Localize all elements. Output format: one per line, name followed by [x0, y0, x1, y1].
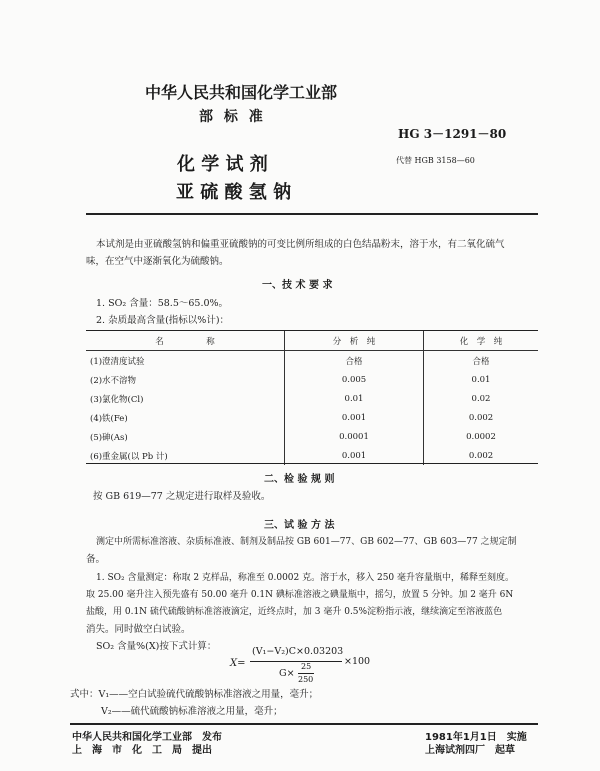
formula-denominator-g: G×: [279, 668, 295, 679]
impurity-name: (1)澄清度试验: [90, 356, 145, 367]
title-line2: 亚 硫 酸 氢 钠: [176, 182, 292, 203]
table-row: [86, 408, 538, 427]
section1-heading: 一、技 术 要 求: [262, 280, 333, 291]
formula-tail: ×100: [344, 656, 371, 667]
footer-date: 1981年1月1日 实施: [425, 732, 527, 743]
cp-value: 0.01: [424, 370, 539, 389]
method-p1-line2: 备。: [86, 554, 106, 565]
table-row: [86, 427, 538, 446]
intro-line1: 本试剂是由亚硫酸氢钠和偏重亚硫酸钠的可变比例所组成的白色结晶粉末，溶于水，有二氧化硫气: [96, 239, 505, 250]
fraction-bar: [250, 661, 342, 662]
impurity-name: (5)砷(As): [90, 432, 128, 443]
standard-type: 部 标 准: [199, 109, 266, 125]
section3-heading: 三、试 验 方 法: [264, 520, 335, 531]
impurity-name: (3)氯化物(Cl): [90, 394, 144, 405]
calc-intro: SO₂ 含量%(X)按下式计算：: [96, 641, 217, 652]
footer-drafter: 上海试剂四厂 起草: [425, 745, 515, 756]
section2-heading: 二、检 验 规 则: [264, 474, 335, 485]
title-line1: 化 学 试 剂: [177, 154, 268, 175]
replaces-code: 代替 HGB 3158—60: [396, 156, 475, 165]
impurity-table: [86, 331, 538, 465]
method-p2-line2: 取 25.00 毫升注入预先盛有 50.00 毫升 0.1N 碘标准溶液之碘量瓶中，摇匀，放置 5 分钟。加 2 毫升 6N: [86, 590, 514, 600]
ar-value: 0.001: [285, 408, 424, 427]
table-row: [86, 351, 538, 371]
header-rule: [86, 213, 538, 215]
method-p2-line3: 盐酸，用 0.1N 硫代硫酸钠标准溶液滴定，近终点时，加 3 毫升 0.5%淀粉指示液，继续滴定至溶液蓝色: [86, 607, 503, 617]
footer-rule: [70, 723, 538, 725]
formula-lhs: X=: [230, 658, 246, 669]
ar-value: 0.01: [285, 389, 424, 408]
column-header-name: 名 称: [86, 331, 285, 351]
ar-value: 合格: [285, 351, 424, 371]
sub-fraction-bar: [298, 673, 314, 674]
method-p2-line4: 消失。同时做空白试验。: [86, 624, 191, 635]
impurity-name: (4)铁(Fe): [90, 413, 128, 424]
cp-value: 0.002: [424, 446, 539, 465]
table-row: [86, 389, 538, 408]
formula-den-denominator: 250: [298, 675, 314, 684]
cp-value: 0.002: [424, 408, 539, 427]
footer-issuer: 中华人民共和国化学工业部 发布: [72, 732, 222, 743]
cp-value: 合格: [424, 351, 539, 371]
ministry-title: 中华人民共和国化学工业部: [145, 83, 338, 102]
spec-item2: 2. 杂质最高含量(指标以%计)：: [96, 315, 230, 326]
table-row: [86, 370, 538, 389]
formula-den-numerator: 25: [301, 662, 312, 671]
method-p2-line1: 1. SO₂ 含量测定：称取 2 克样品，称准至 0.0002 克。溶于水，移入 250 毫升容量瓶中，稀释至刻度。: [96, 573, 515, 583]
standard-code: HG 3－1291－80: [398, 127, 507, 141]
formula-numerator: (V₁−V₂)C×0.03203: [252, 646, 344, 657]
ar-value: 0.005: [285, 370, 424, 389]
method-p1-line1: 测定中所需标准溶液、杂质标准液、制剂及制品按 GB 601—77、GB 602—77、GB 603—77 之规定制: [96, 537, 517, 547]
cp-value: 0.0002: [424, 427, 539, 446]
where-v1: 式中：V₁——空白试验硫代硫酸钠标准溶液之用量，毫升；: [70, 689, 319, 700]
table-bottom-rule: [86, 463, 538, 464]
spec-item1: 1. SO₂ 含量：58.5～65.0%。: [96, 298, 229, 309]
footer-proposer: 上 海 市 化 工 局 提出: [72, 745, 212, 756]
impurity-name: (2)水不溶物: [90, 375, 137, 386]
table-header-row: [86, 331, 538, 351]
ar-value: 0.001: [285, 446, 424, 465]
intro-line2: 味，在空气中逐渐氧化为硫酸钠。: [86, 256, 229, 267]
column-header-cp: 化 学 纯: [424, 331, 539, 351]
ar-value: 0.0001: [285, 427, 424, 446]
cp-value: 0.02: [424, 389, 539, 408]
impurity-name: (6)重金属(以 Pb 计): [90, 451, 168, 462]
where-v2: V₂——硫代硫酸钠标准溶液之用量，毫升；: [101, 706, 283, 717]
section2-text: 按 GB 619—77 之规定进行取样及验收。: [93, 491, 271, 502]
column-header-ar: 分 析 纯: [285, 331, 424, 351]
